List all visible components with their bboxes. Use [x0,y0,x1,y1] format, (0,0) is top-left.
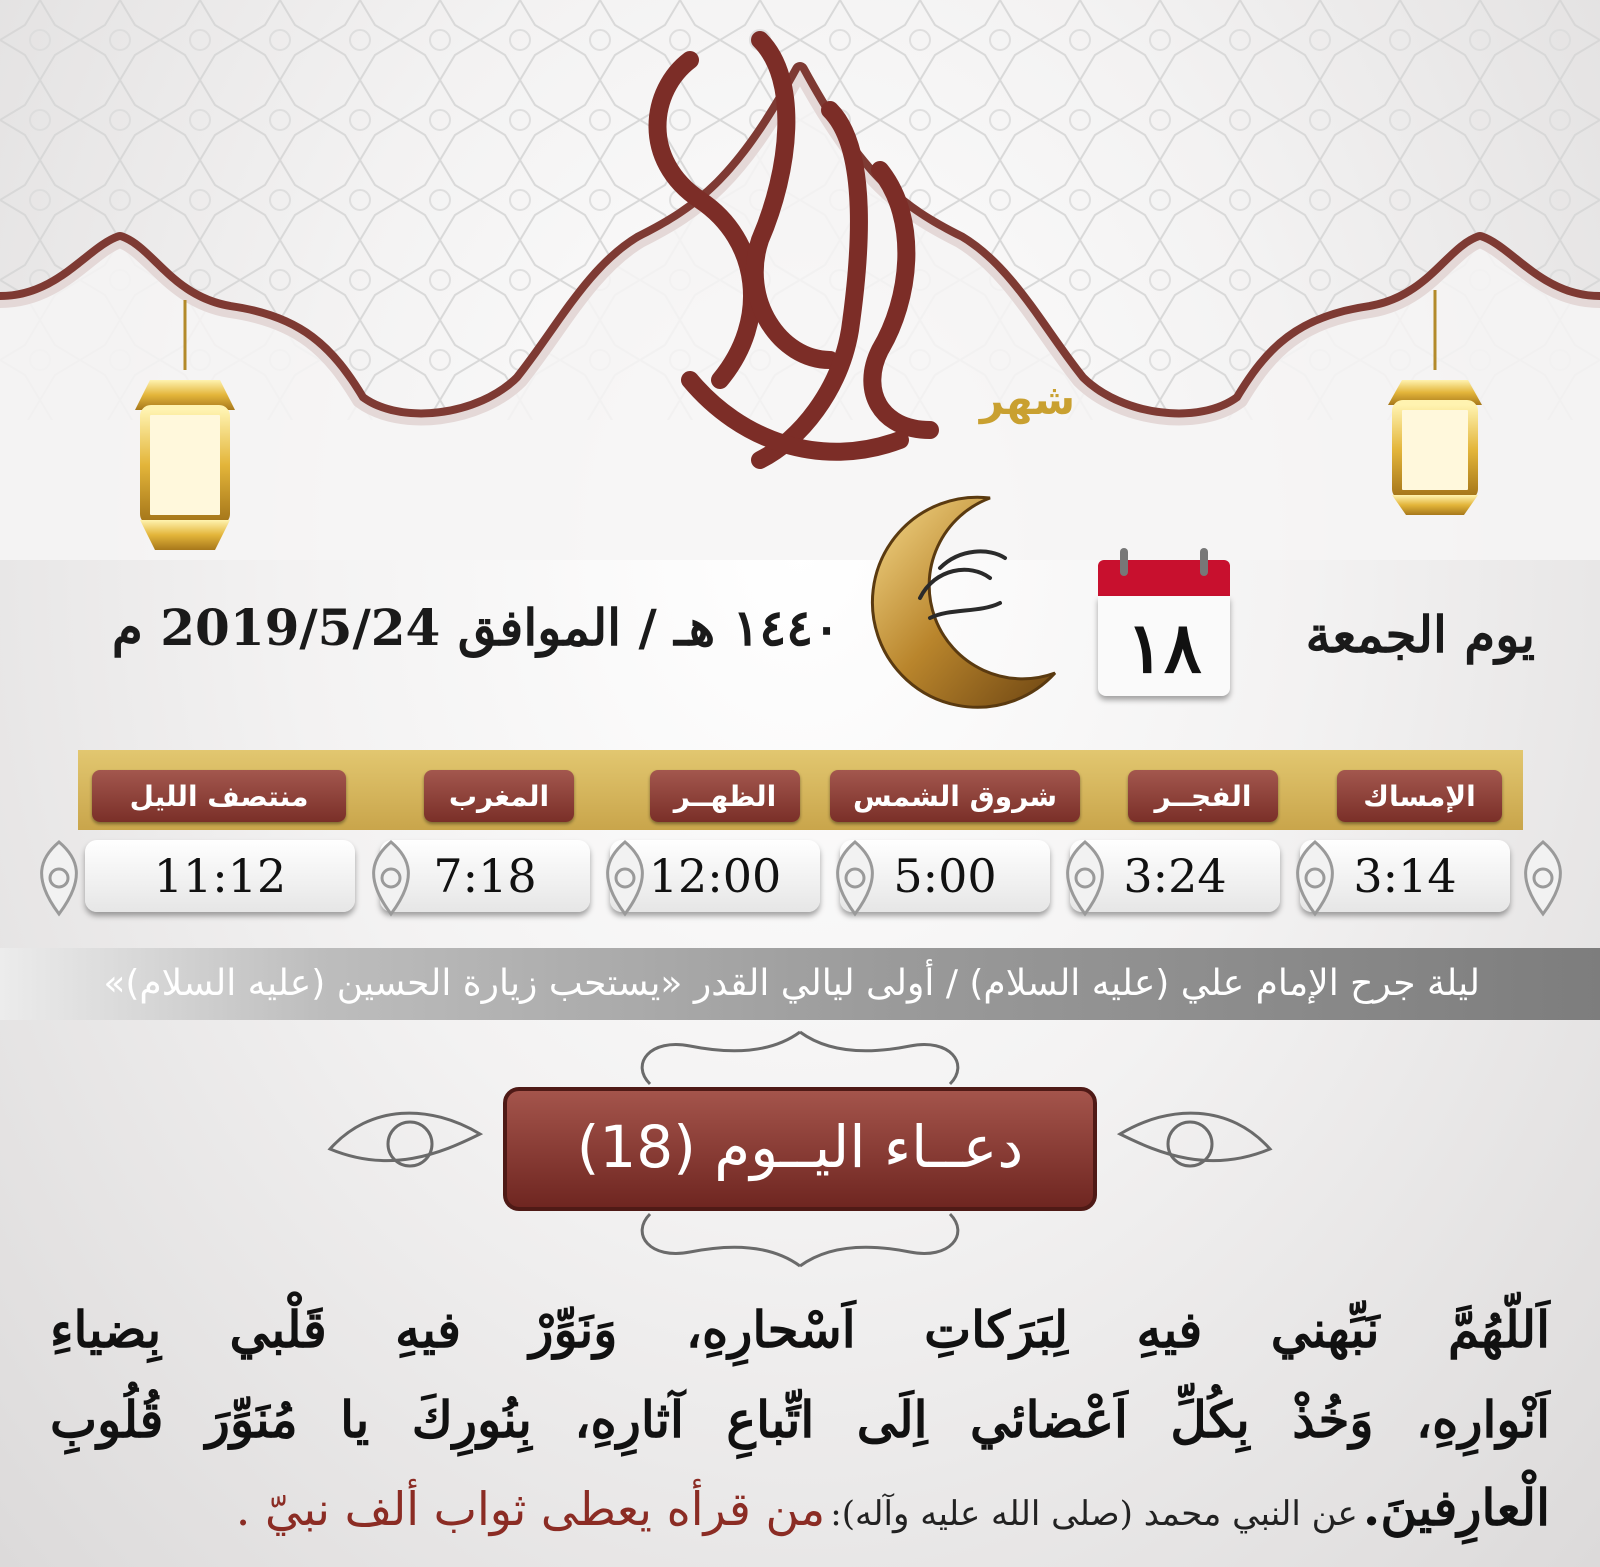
header-banner [0,0,1600,560]
hijri-day-number: ١٨ [1126,606,1202,689]
label-midnight: منتصف الليل [92,770,346,822]
dua-line-2: اَنْوارِهِ، وَخُذْ بِكُلِّ اَعْضائي اِلَى اتِّباعِ آثارِهِ، بِنُورِكَ يا مُنَوِّرَ قُلُوبِ [50,1390,1550,1449]
label-maghrib: المغرب [424,770,574,822]
ornament-icon [1512,838,1574,918]
ornament-icon [28,838,90,918]
month-word: شهر [979,375,1075,424]
dua-line-3 [50,1478,1550,1537]
time-maghrib: 7:18 [380,840,590,912]
ornament-icon [1054,838,1116,918]
ornament-icon [360,838,422,918]
header-decoration [0,0,1600,560]
label-imsak: الإمساك [1337,770,1502,822]
dua-line-1: اَللّهُمَّ نَبِّهني فيهِ لِبَرَكاتِ اَسْحارِهِ، وَنَوِّرْ فيهِ قَلْبي بِضياءِ [50,1300,1550,1359]
label-dhuhr: الظهــر [650,770,800,822]
date-text: ١٤٤٠ هـ / الموافق 2019/5/24 م [111,598,840,657]
ornament-icon [594,838,656,918]
time-fajr: 3:24 [1070,840,1280,912]
label-fajr: الفجــر [1128,770,1278,822]
time-midnight: 11:12 [85,840,355,912]
calendar-icon [1098,548,1230,696]
dua-line-3-end: الْعارِفينَ. [1362,1478,1550,1537]
time-imsak: 3:14 [1300,840,1510,912]
crescent-moon-icon [840,478,1090,728]
label-sunrise: شروق الشمس [830,770,1080,822]
dua-title: دعــاء اليــوم (18) [576,1113,1024,1181]
time-sunrise: 5:00 [840,840,1050,912]
ornament-icon [824,838,886,918]
weekday-label: يوم الجمعة [1305,605,1535,664]
time-dhuhr: 12:00 [610,840,820,912]
dua-source: عن النبي محمد (صلى الله عليه وآله): [830,1494,1358,1534]
dua-reward: من قرأه يعطى ثواب ألف نبيّ . [235,1482,826,1536]
ornament-icon [1284,838,1346,918]
occasion-text: ليلة جرح الإمام علي (عليه السلام) / أولى ليالي القدر «يستحب زيارة الحسين (عليه السلام)» [103,963,1480,1004]
